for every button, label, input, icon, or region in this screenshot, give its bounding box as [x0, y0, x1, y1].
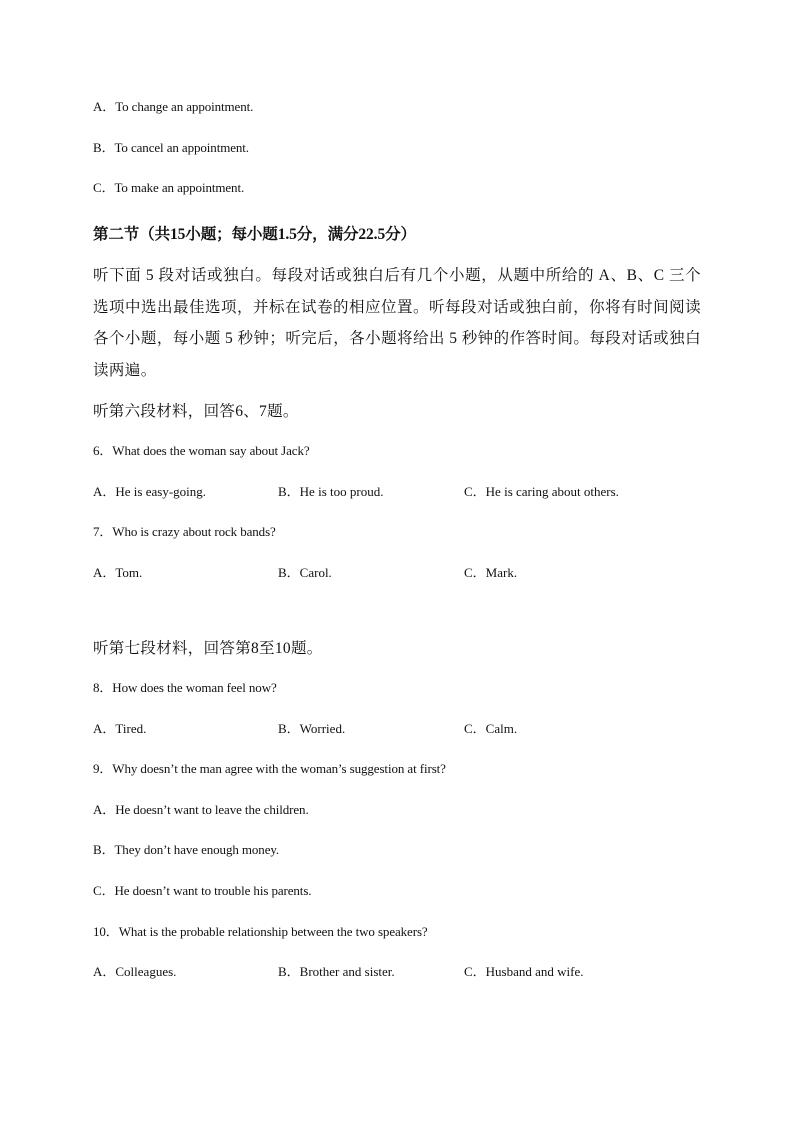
question-7: 7．Who is crazy about rock bands?: [93, 524, 276, 539]
question-8-options: [93, 718, 693, 736]
q6-option-b: B．He is too proud.: [278, 484, 384, 499]
q10-option-c: C．Husband and wife.: [464, 964, 584, 979]
question-10: 10．What is the probable relationship between the two speakers?: [93, 924, 428, 939]
intro-option-a: A．To change an appointment.: [93, 99, 254, 114]
material-7-title: 听第七段材料，回答第8至10题。: [93, 640, 323, 657]
q6-option-a: A．He is easy-going.: [93, 484, 207, 499]
question-6: 6．What does the woman say about Jack?: [93, 443, 310, 458]
q7-option-b: B．Carol.: [278, 565, 332, 580]
q9-option-a: A．He doesn’t want to leave the children.: [93, 802, 309, 817]
q8-option-b: B．Worried.: [278, 721, 346, 736]
intro-option-c: C．To make an appointment.: [93, 180, 245, 195]
q8-option-c: C．Calm.: [464, 721, 518, 736]
q7-option-a: A．Tom.: [93, 565, 143, 580]
question-6-options: [93, 481, 693, 499]
q8-option-a: A．Tired.: [93, 721, 147, 736]
q9-option-c: C．He doesn’t want to trouble his parents.: [93, 883, 312, 898]
q7-option-c: C．Mark.: [464, 565, 518, 580]
intro-option-b: B．To cancel an appointment.: [93, 140, 249, 155]
section-heading: 第二节（共15小题；每小题1.5分，满分22.5分）: [93, 226, 416, 243]
q10-option-a: A．Colleagues.: [93, 964, 177, 979]
question-7-options: [93, 562, 693, 580]
question-9: 9．Why doesn’t the man agree with the woman’s suggestion at first?: [93, 761, 446, 776]
q10-option-b: B．Brother and sister.: [278, 964, 395, 979]
question-8: 8．How does the woman feel now?: [93, 680, 277, 695]
q6-option-c: C．He is caring about others.: [464, 484, 619, 499]
section-instructions: 听下面 5 段对话或独白。每段对话或独白后有几个小题，从题中所给的 A、B、C 三个选项中选出最佳选项，并标在试卷的相应位置。听每段对话或独白前，你将有时间阅读各个小题，每小题 5 秒钟；听完后，各小题将给出 5 秒钟的作答时间。每段对话或独白读两遍。: [93, 267, 701, 379]
question-10-options: [93, 961, 693, 979]
material-6-title: 听第六段材料，回答6、7题。: [93, 403, 299, 420]
q9-option-b: B．They don’t have enough money.: [93, 842, 280, 857]
